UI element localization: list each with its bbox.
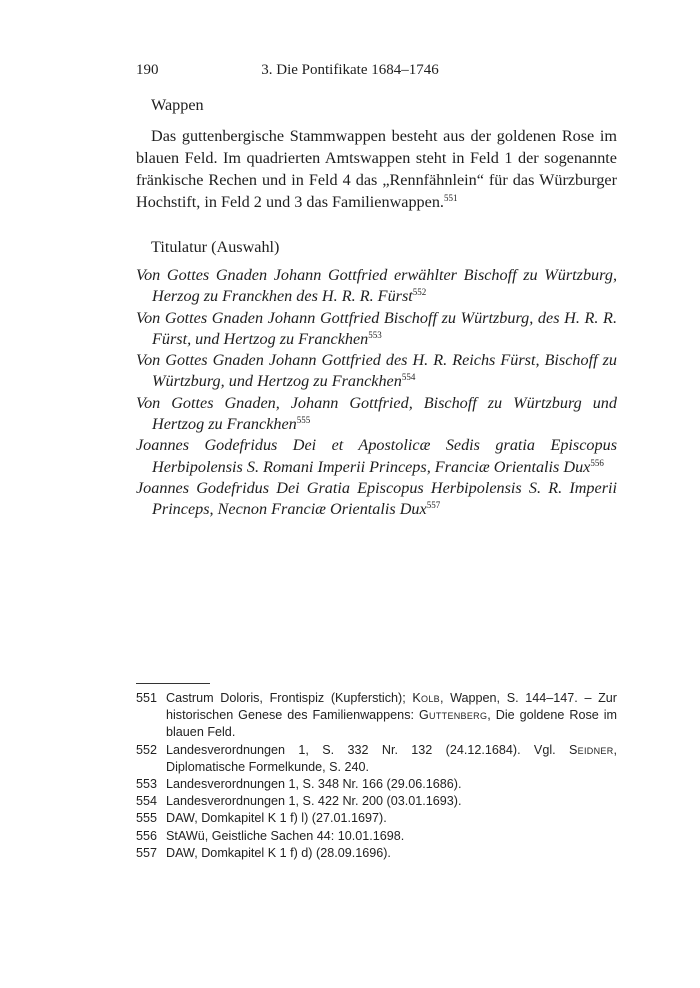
footnote-text-part: , Die goldene Rose im blauen Feld.	[166, 708, 618, 740]
footnote-text	[166, 776, 617, 793]
footnote-item	[136, 793, 617, 810]
footnote-text	[166, 810, 617, 827]
footnote-ref: 553	[368, 329, 382, 340]
footnote-ref: 551	[443, 193, 458, 203]
footnote-item	[136, 828, 617, 845]
page-number: 190	[136, 62, 159, 78]
footnote-ref: 555	[296, 415, 311, 426]
footnote-item	[136, 690, 617, 742]
titulatur-text: Von Gottes Gnaden Johann Gottfried des H. R. Reichs Fürst, Bischoff zu Würtzburg, und Hertzog zu Franckhen	[136, 351, 617, 391]
titulatur-entry	[136, 350, 617, 393]
footnote-number: 557	[136, 845, 158, 860]
titulatur-entry	[136, 265, 617, 308]
footnote-number: 555	[136, 811, 158, 826]
footnote-number: 554	[136, 794, 158, 809]
author-name: Kolb	[412, 691, 440, 705]
footnote-number: 551	[136, 691, 158, 705]
titulatur-entry	[136, 435, 617, 478]
titulatur-entry	[136, 478, 617, 521]
footnote-text	[166, 845, 617, 862]
footnote-ref: 557	[426, 500, 441, 511]
footnote-text-part: , Wappen, S. 144–147. – Zur historischen Genese des Familienwappens:	[166, 691, 617, 723]
footnote-number: 553	[136, 777, 158, 792]
footnote-item	[136, 845, 617, 862]
footnote-ref: 554	[401, 372, 416, 383]
titulatur-text: Von Gottes Gnaden, Johann Gottfried, Bischoff zu Würtzburg und Hertzog zu Franckhen	[136, 393, 617, 434]
footnote-list	[136, 690, 617, 862]
author-name: Guttenberg	[418, 708, 488, 723]
footnote-text-part: DAW, Domkapitel K 1 f) d) (28.09.1696).	[166, 845, 391, 860]
footnote-text-part: StAWü, Geistliche Sachen 44: 10.01.1698.	[166, 828, 405, 843]
wappen-text: Das guttenbergische Stammwappen besteht aus der goldenen Rose im blauen Feld. Im quadrierten Amtswappen steht in Feld 1 der sogenannte fränkische Rechen und in Feld 4 das „Rennfähnlein“ für das Würzburger Hochstift, in Feld 2 und 3 das Familienwappen.	[136, 127, 617, 211]
footnote-number: 556	[136, 828, 158, 843]
footnote-text	[166, 828, 617, 845]
footnote-text-part: Landesverordnungen 1, S. 348 Nr. 166 (29.06.1686).	[166, 777, 462, 792]
footnote-text-part: , Diplomatische Formelkunde, S. 240.	[166, 742, 617, 774]
footnote-number: 552	[136, 742, 158, 757]
titulatur-text: Von Gottes Gnaden Johann Gottfried erwählter Bischoff zu Würtzburg, Herzog zu Franckhen des H. R. R. Fürst	[136, 266, 617, 306]
footnote-item	[136, 742, 617, 776]
footnote-ref: 552	[412, 287, 427, 298]
footnote-ref: 556	[590, 457, 604, 468]
footnote-text	[166, 690, 617, 742]
footnote-separator	[136, 683, 210, 684]
footnote-item	[136, 810, 617, 827]
titulatur-list	[136, 265, 617, 521]
running-head: 3. Die Pontifikate 1684–1746	[261, 62, 439, 78]
footnote-text	[166, 742, 617, 776]
titulatur-text: Joannes Godefridus Dei et Apostolicæ Sedis gratia Episcopus Herbipolensis S. Romani Imperii Princeps, Franciæ Orientalis Dux	[136, 436, 617, 476]
titulatur-entry	[136, 308, 617, 351]
titulatur-text: Joannes Godefridus Dei Gratia Episcopus Herbipolensis S. R. Imperii Princeps, Necnon Franciæ Orientalis Dux	[136, 478, 617, 519]
wappen-paragraph	[136, 125, 617, 213]
section-heading-titulatur: Titulatur (Auswahl)	[151, 238, 280, 256]
section-heading-wappen: Wappen	[151, 96, 204, 114]
footnote-item	[136, 776, 617, 793]
footnote-text-part: Castrum Doloris, Frontispiz (Kupferstich);	[166, 691, 413, 705]
footnote-text	[166, 793, 617, 810]
footnote-text-part: DAW, Domkapitel K 1 f) l) (27.01.1697).	[166, 811, 387, 826]
titulatur-entry	[136, 393, 617, 436]
author-name: Seidner	[568, 742, 614, 757]
footnote-text-part: Landesverordnungen 1, S. 422 Nr. 200 (03.01.1693).	[166, 794, 462, 809]
titulatur-text: Von Gottes Gnaden Johann Gottfried Bischoff zu Würtzburg, des H. R. R. Fürst, und Hertzog zu Franckhen	[136, 308, 617, 348]
footnote-text-part: Landesverordnungen 1, S. 332 Nr. 132 (24.12.1684). Vgl.	[166, 742, 569, 757]
